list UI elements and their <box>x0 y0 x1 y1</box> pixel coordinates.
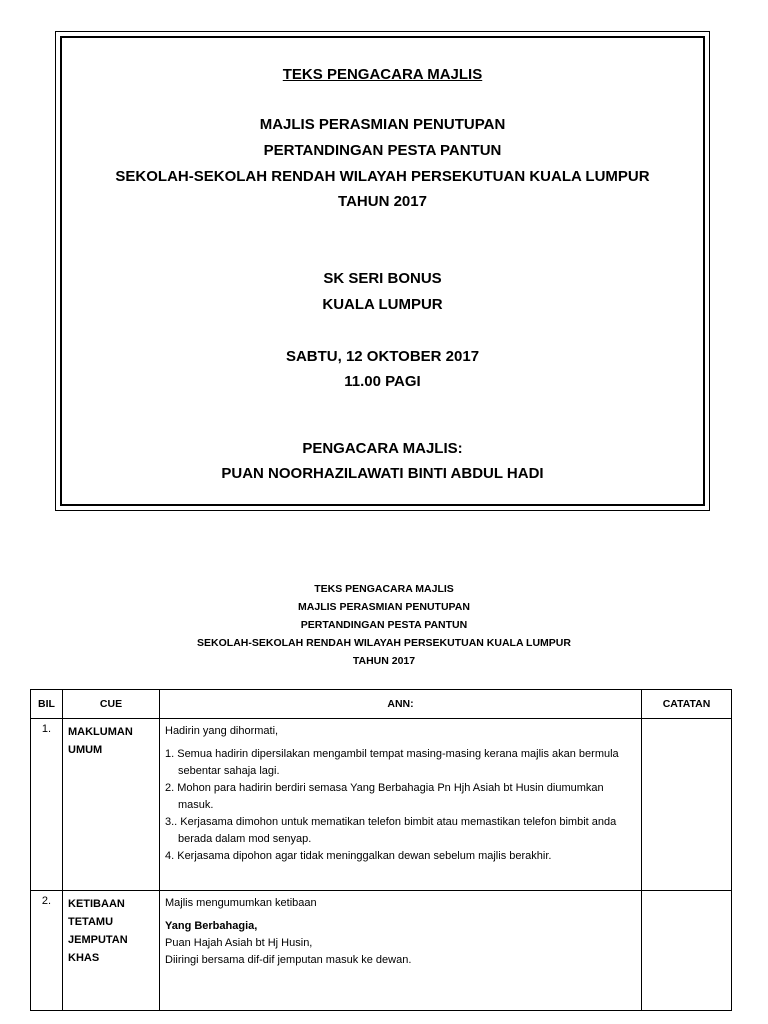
ann-item: 3.. Kerjasama dimohon untuk mematikan telefon bimbit atau memastikan telefon bimbit anda berada dalam mod senyap. <box>165 816 617 845</box>
header-line2: MAJLIS PERASMIAN PENUTUPAN <box>298 601 470 613</box>
row-cue <box>63 891 160 1011</box>
header-line3: PERTANDINGAN PESTA PANTUN <box>300 619 468 631</box>
col-header-catatan: CATATAN <box>642 690 732 719</box>
cue-line: KHAS <box>68 952 100 964</box>
ann-item: 4. Kerjasama dipohon agar tidak meninggalkan dewan sebelum majlis berakhir. <box>165 850 552 862</box>
header-line4: SEKOLAH-SEKOLAH RENDAH WILAYAH PERSEKUTUAN KUALA LUMPUR <box>197 637 571 649</box>
ann-intro: Majlis mengumumkan ketibaan <box>165 897 317 909</box>
cover-event-line1: MAJLIS PERASMIAN PENUTUPAN <box>259 116 506 133</box>
col-header-cue: CUE <box>63 690 160 719</box>
cover-emcee-label: PENGACARA MAJLIS: <box>302 440 463 457</box>
cue-line: JEMPUTAN <box>68 934 128 946</box>
script-table <box>30 689 732 1011</box>
cover-venue-line1: SK SERI BONUS <box>323 270 442 287</box>
row-catatan <box>642 891 732 1011</box>
cue-line: TETAMU <box>68 916 114 928</box>
ann-item: 2. Mohon para hadirin berdiri semasa Yang Berbahagia Pn Hjh Asiah bt Husin diumumkan masuk. <box>165 782 604 811</box>
cover-event-year: TAHUN 2017 <box>338 193 427 210</box>
cue-line: UMUM <box>68 744 103 756</box>
cover-box <box>55 31 710 511</box>
table-header-row <box>31 690 732 719</box>
ann-escort-line: Diiringi bersama dif-dif jemputan masuk ke dewan. <box>165 954 412 966</box>
col-header-ann: ANN: <box>160 690 642 719</box>
ann-intro: Hadirin yang dihormati, <box>165 725 279 737</box>
cover-date: SABTU, 12 OKTOBER 2017 <box>285 348 480 365</box>
cover-event-line2: PERTANDINGAN PESTA PANTUN <box>263 142 502 159</box>
row-bil: 2. <box>31 891 63 1011</box>
cue-line: MAKLUMAN <box>68 726 133 738</box>
header-line1: TEKS PENGACARA MAJLIS <box>314 583 454 595</box>
cover-time: 11.00 PAGI <box>344 373 421 390</box>
ann-guest-name: Puan Hajah Asiah bt Hj Husin, <box>165 937 313 949</box>
row-catatan <box>642 719 732 891</box>
row-ann <box>160 891 642 1011</box>
row-bil: 1. <box>31 719 63 891</box>
cover-emcee-name: PUAN NOORHAZILAWATI BINTI ABDUL HADI <box>221 465 544 482</box>
cover-title: TEKS PENGACARA MAJLIS <box>282 66 483 83</box>
ann-item: 1. Semua hadirin dipersilakan mengambil tempat masing-masing kerana majlis akan bermula sebentar sahaja lagi. <box>165 748 619 777</box>
cover-venue-line2: KUALA LUMPUR <box>322 296 443 313</box>
ann-honorific: Yang Berbahagia, <box>165 920 258 932</box>
cover-inner-frame <box>60 36 705 506</box>
row-cue <box>63 719 160 891</box>
table-row <box>31 719 732 891</box>
header-line5: TAHUN 2017 <box>352 655 416 667</box>
cover-event-line3: SEKOLAH-SEKOLAH RENDAH WILAYAH PERSEKUTUAN KUALA LUMPUR <box>115 168 650 185</box>
cue-line: KETIBAAN <box>68 898 125 910</box>
col-header-bil: BIL <box>31 690 63 719</box>
row-ann <box>160 719 642 891</box>
table-row <box>31 891 732 1011</box>
